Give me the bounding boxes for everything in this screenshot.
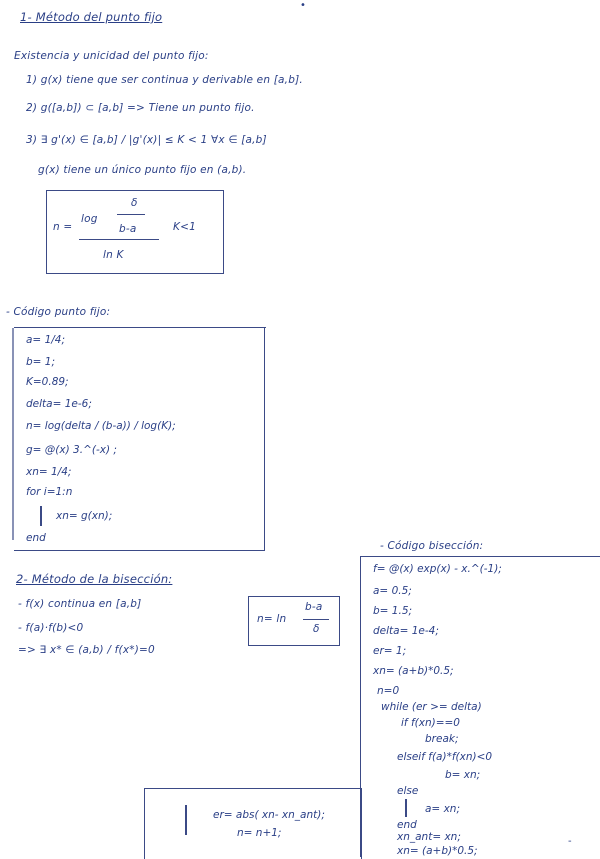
code-line: xn_ant= xn; xyxy=(397,831,461,843)
code-line: a= 0.5; xyxy=(373,585,412,597)
code-line: f= @(x) exp(x) - x.^(-1); xyxy=(373,563,502,575)
formula-log: log xyxy=(81,213,98,225)
code-line: end xyxy=(26,532,46,544)
unique-fixed-point-note: g(x) tiene un único punto fijo en (a,b). xyxy=(38,164,247,176)
code-line: g= @(x) 3.^(-x) ; xyxy=(26,444,117,456)
stray-mark: - xyxy=(568,836,572,847)
code-line: n= log(delta / (b-a)) / log(K); xyxy=(26,420,176,432)
bisection-formula-den: δ xyxy=(313,623,320,635)
formula-denominator: ln K xyxy=(103,249,124,261)
code2-title: - Código bisección: xyxy=(380,540,484,552)
code-line: xn= g(xn); xyxy=(56,510,113,522)
code-line: elseif f(a)*f(xn)<0 xyxy=(397,751,493,763)
code-line: if f(xn)==0 xyxy=(401,717,460,729)
code-line: b= xn; xyxy=(445,769,481,781)
code-line: delta= 1e-4; xyxy=(373,625,439,637)
formula-b-minus-a: b-a xyxy=(119,223,137,235)
code-line: a= 1/4; xyxy=(26,334,66,346)
code-line: er= abs( xn- xn_ant); xyxy=(213,809,325,821)
condition-3: 3) ∃ g'(x) ∈ [a,b] / |g'(x)| ≤ K < 1 ∀x ∈ [a,b] xyxy=(26,134,267,146)
code-line: while (er >= delta) xyxy=(381,701,482,713)
code-line: xn= (a+b)*0.5; xyxy=(397,845,478,857)
code-line: end xyxy=(397,819,417,831)
bisection-conclusion: => ∃ x* ∈ (a,b) / f(x*)=0 xyxy=(18,644,155,656)
section2-title: 2- Método de la bisección: xyxy=(16,572,173,586)
bisection-formula-num: b-a xyxy=(305,601,323,613)
code1-title: - Código punto fijo: xyxy=(6,306,111,318)
code2-box xyxy=(360,556,600,857)
section1-subtitle: Existencia y unicidad del punto fijo: xyxy=(14,50,209,62)
formula-lhs: n = xyxy=(53,221,73,233)
code-line: b= 1; xyxy=(26,356,56,368)
stray-mark: • xyxy=(300,0,306,11)
code3-box xyxy=(144,788,362,859)
code-line: n=0 xyxy=(377,685,400,697)
bisection-formula-box xyxy=(248,596,340,646)
code-line: b= 1.5; xyxy=(373,605,413,617)
code-line: for i=1:n xyxy=(26,486,73,498)
code-line: xn= 1/4; xyxy=(26,466,72,478)
code-line: else xyxy=(397,785,419,797)
code-line: break; xyxy=(425,733,459,745)
formula-k-condition: K<1 xyxy=(173,221,196,233)
formula-delta: δ xyxy=(131,197,138,209)
code-line: n= n+1; xyxy=(237,827,282,839)
iterations-formula-box xyxy=(46,190,224,274)
section1-title: 1- Método del punto fijo xyxy=(20,10,163,24)
code-line: xn= (a+b)*0.5; xyxy=(373,665,454,677)
code1-box xyxy=(14,328,265,551)
bisection-condition-1: - f(x) continua en [a,b] xyxy=(18,598,142,610)
bisection-condition-2: - f(a)·f(b)<0 xyxy=(18,622,84,634)
code-line: er= 1; xyxy=(373,645,407,657)
code-line: delta= 1e-6; xyxy=(26,398,92,410)
bisection-formula-lhs: n= ln xyxy=(257,613,287,625)
condition-1: 1) g(x) tiene que ser continua y derivable en [a,b]. xyxy=(26,74,303,86)
condition-2: 2) g([a,b]) ⊂ [a,b] => Tiene un punto fijo. xyxy=(26,102,255,114)
code-line: a= xn; xyxy=(425,803,460,815)
code-line: K=0.89; xyxy=(26,376,69,388)
